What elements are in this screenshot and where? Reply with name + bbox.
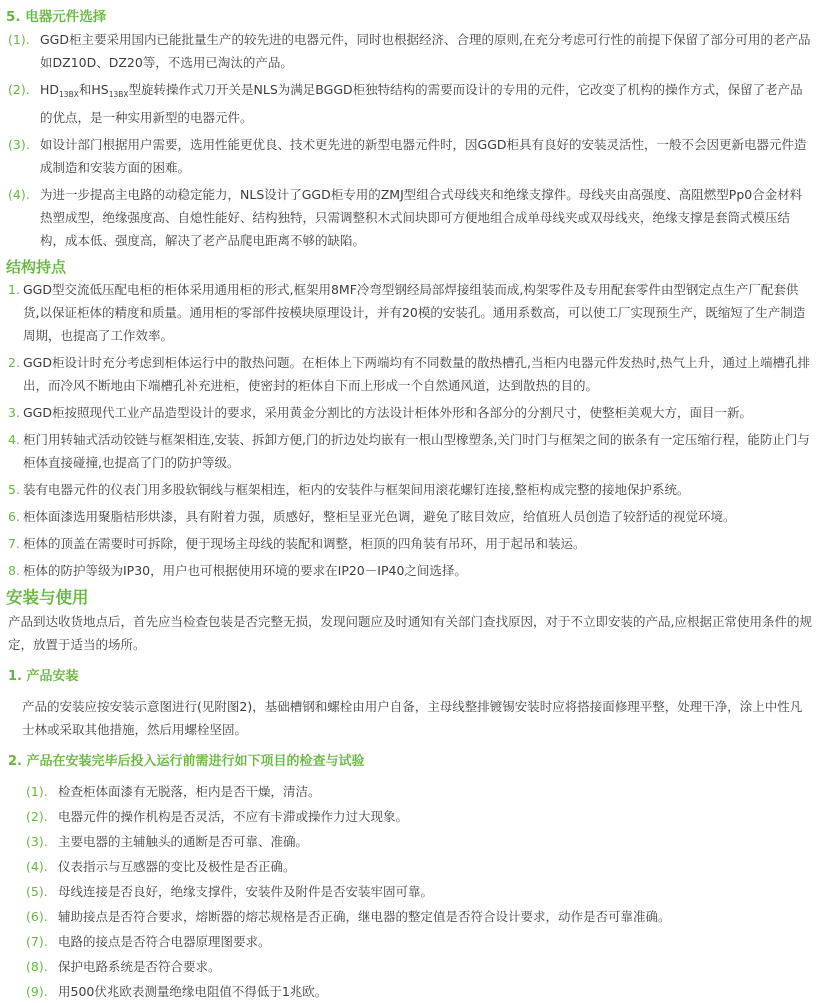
item-number: (2). bbox=[8, 82, 30, 97]
item-text: 电器元件的操作机构是否灵活，不应有卡滞或操作力过大现象。 bbox=[58, 809, 409, 824]
structure-item-3 bbox=[6, 401, 812, 424]
model-subscript-hs: 13BX bbox=[108, 90, 129, 99]
item-number: (4). bbox=[8, 187, 30, 202]
item-number: 4. bbox=[8, 432, 20, 447]
section-heading-install-use: 安装与使用 bbox=[6, 588, 89, 607]
component-item-2 bbox=[6, 78, 812, 129]
item-text: 主要电器的主辅触头的通断是否可靠、准确。 bbox=[58, 834, 309, 849]
item-text: 辅助接点是否符合要求，熔断器的熔芯规格是否正确，继电器的整定值是否符合设计要求，动作是否可靠准确。 bbox=[58, 909, 671, 924]
subheading-pre-run-checks: 2. 产品在安装完毕后投入运行前需进行如下项目的检查与试验 bbox=[8, 754, 365, 769]
check-item-1 bbox=[26, 780, 812, 803]
item-number: 6. bbox=[8, 509, 20, 524]
install-intro-paragraph: 产品到达收货地点后，首先应当检查包装是否完整无损，发现问题应及时通知有关部门查找原因，对于不立即安装的产品,应根据正常使用条件的规定，放置于适当的场所。 bbox=[8, 614, 812, 652]
item-number: (7). bbox=[26, 934, 48, 949]
item-number: (8). bbox=[26, 959, 48, 974]
structure-item-1 bbox=[6, 278, 812, 347]
product-install-paragraph: 产品的安装应按安装示意图进行(见附图2)，基础槽钢和螺栓由用户自备，主母线整排镀锡安装时应将搭接面修理平整，处理干净，涂上中性凡士林或采取其他措施，然后用螺栓坚固。 bbox=[22, 699, 803, 737]
item-text: 电路的接点是否符合电器原理图要求。 bbox=[58, 934, 271, 949]
item-text: 仪表指示与互感器的变比及极性是否正确。 bbox=[58, 859, 296, 874]
check-item-8 bbox=[26, 955, 812, 978]
item-text: 为进一步提高主电路的动稳定能力，NLS设计了GGD柜专用的ZMJ型组合式母线夹和绝缘支撑件。母线夹由高强度、高阻燃型Pp0合金材料热塑成型，绝缘强度高、自熄性能好、结构独特，只需调整积木式间块即可方便地组合成单母线夹或双母线夹，绝缘支撑是套筒式模压结构，成本低、强度高，解决了老产品爬电距离不够的缺陷。 bbox=[40, 187, 803, 248]
item-number: (4). bbox=[26, 859, 48, 874]
structure-item-2 bbox=[6, 351, 812, 397]
item-number: 3. bbox=[8, 405, 20, 420]
model-subscript-hd: 13BX bbox=[59, 90, 79, 99]
section-heading-component-selection: 5. 电器元件选择 bbox=[6, 9, 107, 25]
item-text: 柜体的顶盖在需要时可拆除，便于现场主母线的装配和调整，柜顶的四角装有吊环，用于起吊和装运。 bbox=[23, 536, 586, 551]
item-number: (1). bbox=[26, 784, 48, 799]
check-item-6 bbox=[26, 905, 812, 928]
component-item-4 bbox=[6, 183, 812, 252]
item-text: 检查柜体面漆有无脱落，柜内是否干燥，清洁。 bbox=[58, 784, 321, 799]
item-text: 柜门用转轴式活动铰链与框架相连,安装、拆卸方便,门的折边处均嵌有一根山型橡塑条,关门时门与框架之间的嵌条有一定压缩行程，能防止门与柜体直接碰撞,也提高了门的防护等级。 bbox=[23, 432, 810, 470]
item-text: GGD柜主要采用国内已能批量生产的较先进的电器元件，同时也根据经济、合理的原则,在充分考虑可行性的前提下保留了部分可用的老产品如DZ10D、DZ20等，不选用已淘汰的产品。 bbox=[40, 32, 811, 70]
item-text: 母线连接是否良好，绝缘支撑件，安装件及附件是否安装牢固可靠。 bbox=[58, 884, 434, 899]
item-number: (3). bbox=[26, 834, 48, 849]
item-number: (9). bbox=[26, 984, 48, 999]
item-text: 柜体面漆选用聚脂桔形烘漆，具有附着力强，质感好，整柜呈亚光色调，避免了眩目效应，给值班人员创造了较舒适的视觉环境。 bbox=[23, 509, 736, 524]
section-heading-structure-features: 结构持点 bbox=[6, 258, 67, 276]
item-text-part1: HD bbox=[40, 82, 60, 97]
check-item-7 bbox=[26, 930, 812, 953]
item-text: 柜体的防护等级为IP30，用户也可根据使用环境的要求在IP20－IP40之间选择。 bbox=[23, 563, 467, 578]
item-text: 保护电路系统是否符合要求。 bbox=[58, 959, 221, 974]
item-text: GGD柜设计时充分考虑到柜体运行中的散热问题。在柜体上下两端均有不同数量的散热槽孔,当柜内电器元件发热时,热气上升，通过上端槽孔排出，而冷风不断地由下端槽孔补充进柜，使密封的柜体自下而上形成一个自然通风道，达到散热的目的。 bbox=[23, 355, 810, 393]
item-text: GGD柜按照现代工业产品造型设计的要求，采用黄金分割比的方法设计柜体外形和各部分的分割尺寸，使整柜美观大方，面目一新。 bbox=[23, 405, 753, 420]
item-number: 2. bbox=[8, 355, 20, 370]
structure-item-8 bbox=[6, 559, 812, 582]
item-text: GGD型交流低压配电柜的柜体采用通用柜的形式,框架用8MF冷弯型钢经局部焊接组装而成,构架零件及专用配套零件由型钢定点生产厂配套供货,以保证柜体的精度和质量。通用柜的零部件按模块原理设计，并有20模的安装孔。通用系数高，可以使工厂实现预生产，既缩短了生产制造周期，也提高了工作效率。 bbox=[23, 282, 806, 343]
structure-item-5 bbox=[6, 478, 812, 501]
item-number: (1). bbox=[8, 32, 30, 47]
structure-item-4 bbox=[6, 428, 812, 474]
item-number: 7. bbox=[8, 536, 20, 551]
item-text-part3: 型旋转操作式刀开关是NLS为满足BGGD柜独特结构的需要而设计的专用的元件，它改变了机构的操作方式，保留了老产品的优点，是一种实用新型的电器元件。 bbox=[40, 82, 803, 125]
item-number: (5). bbox=[26, 884, 48, 899]
item-number: (2). bbox=[26, 809, 48, 824]
item-text: 用500伏兆欧表测量绝缘电阻值不得低于1兆欧。 bbox=[58, 984, 328, 999]
structure-item-6 bbox=[6, 505, 812, 528]
check-item-2 bbox=[26, 805, 812, 828]
item-number: (3). bbox=[8, 137, 30, 152]
item-number: (6). bbox=[26, 909, 48, 924]
component-item-1 bbox=[6, 28, 812, 74]
structure-item-7 bbox=[6, 532, 812, 555]
check-item-9 bbox=[26, 980, 812, 1003]
item-number: 5. bbox=[8, 482, 20, 497]
item-text: 装有电器元件的仪表门用多股软铜线与框架相连，柜内的安装件与框架间用滚花螺钉连接,整柜构成完整的接地保护系统。 bbox=[23, 482, 690, 497]
check-item-3 bbox=[26, 830, 812, 853]
subheading-product-install: 1. 产品安装 bbox=[8, 669, 79, 684]
check-item-4 bbox=[26, 855, 812, 878]
item-number: 8. bbox=[8, 563, 20, 578]
check-item-5 bbox=[26, 880, 812, 903]
item-text: 如设计部门根据用户需要，选用性能更优良、技术更先进的新型电器元件时，因GGD柜具有良好的安装灵活性，一般不会因更新电器元件造成制造和安装方面的困难。 bbox=[40, 137, 807, 175]
component-item-3 bbox=[6, 133, 812, 179]
item-text-part2: 和HS bbox=[78, 82, 109, 97]
item-number: 1. bbox=[8, 282, 20, 297]
